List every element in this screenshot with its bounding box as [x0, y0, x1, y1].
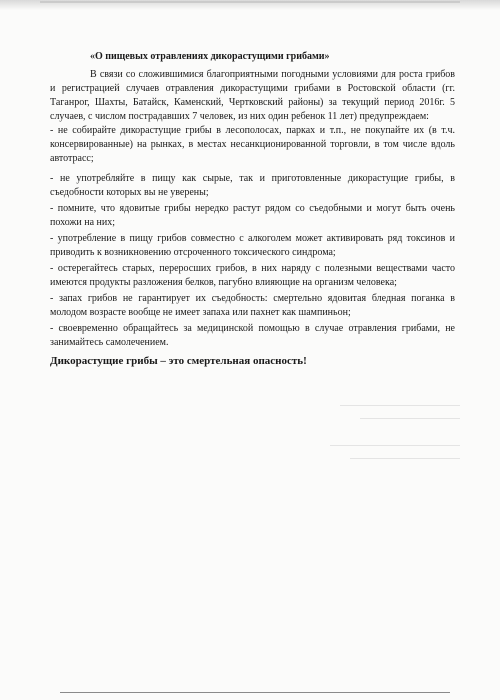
- warning-item: - не собирайте дикорастущие грибы в лесополосах, парках и т.п., не покупайте их (в т.ч. консервированные) на рынках, в местах несанкционированной торговли, в том числе вдоль автотрасс;: [50, 125, 455, 164]
- warning-item: - помните, что ядовитые грибы нередко растут рядом со съедобными и могут быть очень похожи на них;: [50, 203, 455, 228]
- warning-item: - запах грибов не гарантирует их съедобность: смертельно ядовитая бледная поганка в молодом возрасте вообще не имеет запаха или пахнет как шампиньон;: [50, 293, 455, 318]
- intro-paragraph: В связи со сложившимися благоприятными погодными условиями для роста грибов и регистрацией случаев отравления дикорастущими грибами в Ростовской области (гг. Таганрог, Шахты, Батайск, Каменский, Чертковский районы) за текущий период 2016г. 5 случаев, с числом пострадавших 7 человек, из них один ребенок 11 лет) предупреждаем:: [50, 69, 455, 122]
- warning-item: - употребление в пищу грибов совместно с алкоголем может активировать ряд токсинов и приводить к возникновению отсроченного токсического синдрома;: [50, 233, 455, 258]
- scan-bottom-artifact: [60, 692, 450, 693]
- bleed-through-line: [340, 405, 460, 406]
- warning-item: - не употребляйте в пищу как сырые, так и приготовленные дикорастущие грибы, в съедобности которых вы не уверены;: [50, 173, 455, 198]
- bleed-through-line: [330, 445, 460, 446]
- warning-item: - своевременно обращайтесь за медицинской помощью в случае отравления грибами, не занимайтесь самолечением.: [50, 323, 455, 348]
- warning-item: - остерегайтесь старых, переросших грибов, в них наряду с полезными веществами часто имеются продукты разложения белков, пагубно влияющие на организм человека;: [50, 263, 455, 288]
- document-title: «О пищевых отравлениях дикорастущими грибами»: [90, 51, 330, 62]
- document-body: [50, 50, 455, 368]
- bleed-through-line: [350, 458, 460, 459]
- scan-top-artifact: [40, 1, 460, 3]
- bleed-through-line: [360, 418, 460, 419]
- closing-warning: Дикорастущие грибы – это смертельная опасность!: [50, 355, 307, 367]
